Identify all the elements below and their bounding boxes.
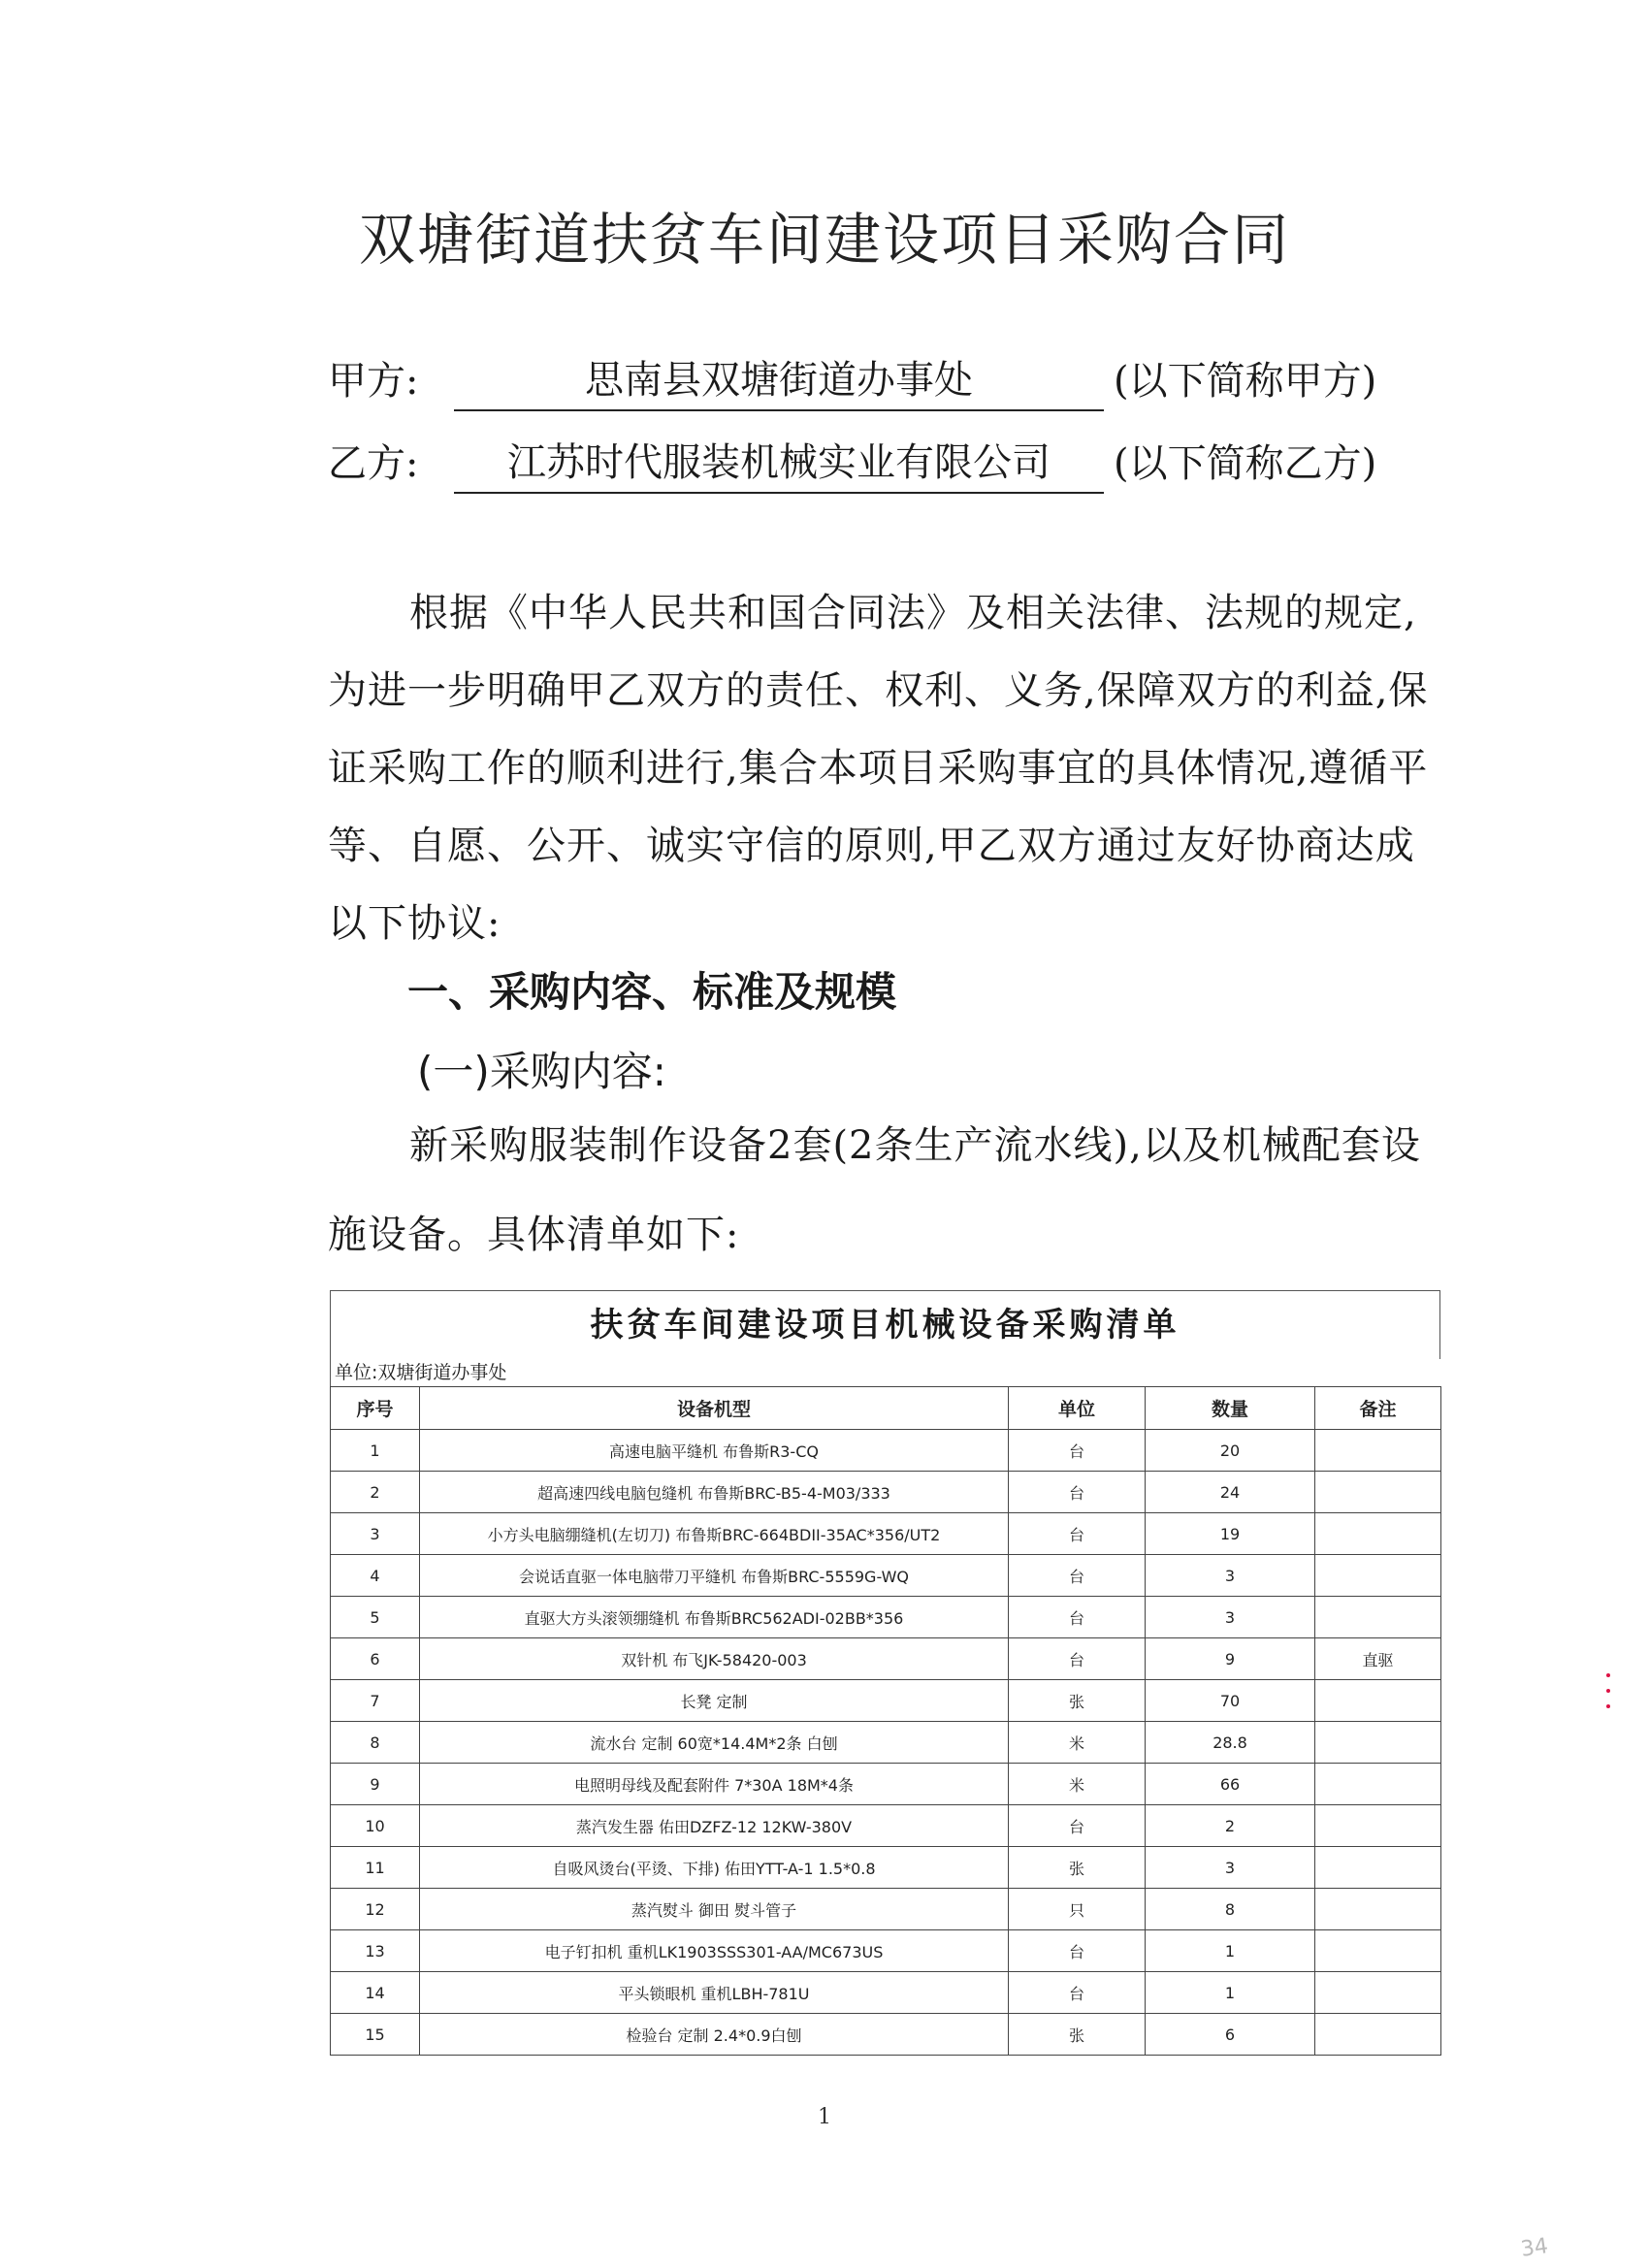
table-row (331, 1472, 1441, 1513)
cell-quantity: 2 (1146, 1805, 1315, 1847)
party-b-line (328, 430, 1443, 498)
cell-unit: 台 (1009, 1472, 1146, 1513)
cell-remark (1315, 1889, 1441, 1930)
cell-remark (1315, 2014, 1441, 2056)
subsection-heading: (一)采购内容: (417, 1048, 666, 1095)
pencil-mark: 34 (1519, 2234, 1550, 2262)
cell-remark (1315, 1930, 1441, 1972)
cell-model: 高速电脑平缝机 布鲁斯R3-CQ (420, 1430, 1009, 1472)
table-row (331, 1513, 1441, 1555)
cell-unit: 张 (1009, 1847, 1146, 1889)
table-row (331, 2014, 1441, 2056)
page-number: 1 (818, 2105, 831, 2129)
cell-model: 双针机 布飞JK-58420-003 (420, 1638, 1009, 1680)
cell-index: 5 (331, 1597, 420, 1638)
cell-index: 10 (331, 1805, 420, 1847)
cell-unit: 台 (1009, 1638, 1146, 1680)
cell-unit: 台 (1009, 1972, 1146, 2014)
cell-unit: 张 (1009, 1680, 1146, 1722)
cell-unit: 台 (1009, 1555, 1146, 1597)
cell-unit: 台 (1009, 1805, 1146, 1847)
cell-quantity: 28.8 (1146, 1722, 1315, 1764)
cell-index: 1 (331, 1430, 420, 1472)
party-b-name: 江苏时代服装机械实业有限公司 (454, 434, 1104, 494)
equipment-table (330, 1386, 1441, 2056)
cell-quantity: 8 (1146, 1889, 1315, 1930)
cell-index: 13 (331, 1930, 420, 1972)
section-heading: 一、采购内容、标准及规模 (407, 968, 897, 1016)
party-b-label: 乙方: (328, 441, 419, 486)
header-quantity: 数量 (1146, 1387, 1315, 1430)
table-row (331, 1764, 1441, 1805)
cell-quantity: 3 (1146, 1597, 1315, 1638)
cell-unit: 台 (1009, 1513, 1146, 1555)
table-row (331, 1722, 1441, 1764)
cell-remark (1315, 1847, 1441, 1889)
cell-model: 平头锁眼机 重机LBH-781U (420, 1972, 1009, 2014)
cell-remark (1315, 1430, 1441, 1472)
cell-remark (1315, 1805, 1441, 1847)
cell-remark (1315, 1680, 1441, 1722)
cell-index: 12 (331, 1889, 420, 1930)
table-row (331, 1930, 1441, 1972)
cell-model: 超高速四线电脑包缝机 布鲁斯BRC-B5-4-M03/333 (420, 1472, 1009, 1513)
scan-artifact (1606, 1673, 1610, 1720)
header-model: 设备机型 (420, 1387, 1009, 1430)
cell-remark (1315, 1972, 1441, 2014)
cell-index: 14 (331, 1972, 420, 2014)
table-title: 扶贫车间建设项目机械设备采购清单 (330, 1291, 1440, 1359)
header-index: 序号 (331, 1387, 420, 1430)
cell-index: 9 (331, 1764, 420, 1805)
party-a-name: 思南县双塘街道办事处 (454, 351, 1104, 411)
cell-model: 电照明母线及配套附件 7*30A 18M*4条 (420, 1764, 1009, 1805)
cell-index: 6 (331, 1638, 420, 1680)
table-unit-line: 单位:双塘街道办事处 (330, 1359, 1440, 1386)
cell-unit: 只 (1009, 1889, 1146, 1930)
cell-model: 直驱大方头滚领绷缝机 布鲁斯BRC562ADI-02BB*356 (420, 1597, 1009, 1638)
cell-index: 7 (331, 1680, 420, 1722)
cell-index: 15 (331, 2014, 420, 2056)
cell-quantity: 24 (1146, 1472, 1315, 1513)
cell-quantity: 9 (1146, 1638, 1315, 1680)
cell-remark (1315, 1555, 1441, 1597)
table-row (331, 1597, 1441, 1638)
party-a-suffix: (以下简称甲方) (1114, 359, 1377, 404)
cell-model: 蒸汽发生器 佑田DZFZ-12 12KW-380V (420, 1805, 1009, 1847)
cell-model: 会说话直驱一体电脑带刀平缝机 布鲁斯BRC-5559G-WQ (420, 1555, 1009, 1597)
cell-unit: 米 (1009, 1764, 1146, 1805)
table-row (331, 1805, 1441, 1847)
equipment-table-box (330, 1290, 1440, 2056)
contract-title: 双塘街道扶贫车间建设项目采购合同 (358, 207, 1290, 273)
cell-remark (1315, 1472, 1441, 1513)
cell-quantity: 1 (1146, 1930, 1315, 1972)
cell-quantity: 70 (1146, 1680, 1315, 1722)
cell-unit: 米 (1009, 1722, 1146, 1764)
intro-paragraph: 新采购服装制作设备2套(2条生产流水线),以及机械配套设施设备。具体清单如下: (328, 1123, 1421, 1257)
table-row (331, 1680, 1441, 1722)
header-unit: 单位 (1009, 1387, 1146, 1430)
cell-index: 3 (331, 1513, 420, 1555)
cell-remark (1315, 1597, 1441, 1638)
cell-model: 蒸汽熨斗 御田 熨斗管子 (420, 1889, 1009, 1930)
table-row (331, 1430, 1441, 1472)
cell-unit: 台 (1009, 1930, 1146, 1972)
cell-quantity: 19 (1146, 1513, 1315, 1555)
cell-quantity: 20 (1146, 1430, 1315, 1472)
cell-model: 长凳 定制 (420, 1680, 1009, 1722)
cell-quantity: 6 (1146, 2014, 1315, 2056)
party-b-suffix: (以下简称乙方) (1114, 441, 1377, 486)
party-a-line (328, 347, 1443, 415)
table-body (331, 1430, 1441, 2056)
party-a-label: 甲方: (328, 359, 419, 404)
cell-model: 小方头电脑绷缝机(左切刀) 布鲁斯BRC-664BDII-35AC*356/UT2 (420, 1513, 1009, 1555)
cell-unit: 张 (1009, 2014, 1146, 2056)
cell-index: 8 (331, 1722, 420, 1764)
cell-quantity: 3 (1146, 1555, 1315, 1597)
cell-remark (1315, 1764, 1441, 1805)
table-row (331, 1889, 1441, 1930)
header-remark: 备注 (1315, 1387, 1441, 1430)
table-row (331, 1847, 1441, 1889)
cell-model: 电子钉扣机 重机LK1903SSS301-AA/MC673US (420, 1930, 1009, 1972)
cell-unit: 台 (1009, 1597, 1146, 1638)
preamble-paragraph: 根据《中华人民共和国合同法》及相关法律、法规的规定,为进一步明确甲乙双方的责任、权利、义务,保障双方的利益,保证采购工作的顺利进行,集合本项目采购事宜的具体情况,遵循平等、自愿、公开、诚实守信的原则,甲乙双方通过友好协商达成以下协议: (328, 591, 1429, 946)
cell-index: 2 (331, 1472, 420, 1513)
table-header-row (331, 1387, 1441, 1430)
cell-quantity: 3 (1146, 1847, 1315, 1889)
table-row (331, 1638, 1441, 1680)
cell-quantity: 66 (1146, 1764, 1315, 1805)
cell-unit: 台 (1009, 1430, 1146, 1472)
cell-index: 11 (331, 1847, 420, 1889)
cell-remark: 直驱 (1315, 1638, 1441, 1680)
cell-remark (1315, 1722, 1441, 1764)
cell-index: 4 (331, 1555, 420, 1597)
cell-model: 检验台 定制 2.4*0.9白刨 (420, 2014, 1009, 2056)
table-row (331, 1555, 1441, 1597)
table-row (331, 1972, 1441, 2014)
cell-remark (1315, 1513, 1441, 1555)
cell-model: 流水台 定制 60宽*14.4M*2条 白刨 (420, 1722, 1009, 1764)
cell-quantity: 1 (1146, 1972, 1315, 2014)
cell-model: 自吸风烫台(平烫、下排) 佑田YTT-A-1 1.5*0.8 (420, 1847, 1009, 1889)
